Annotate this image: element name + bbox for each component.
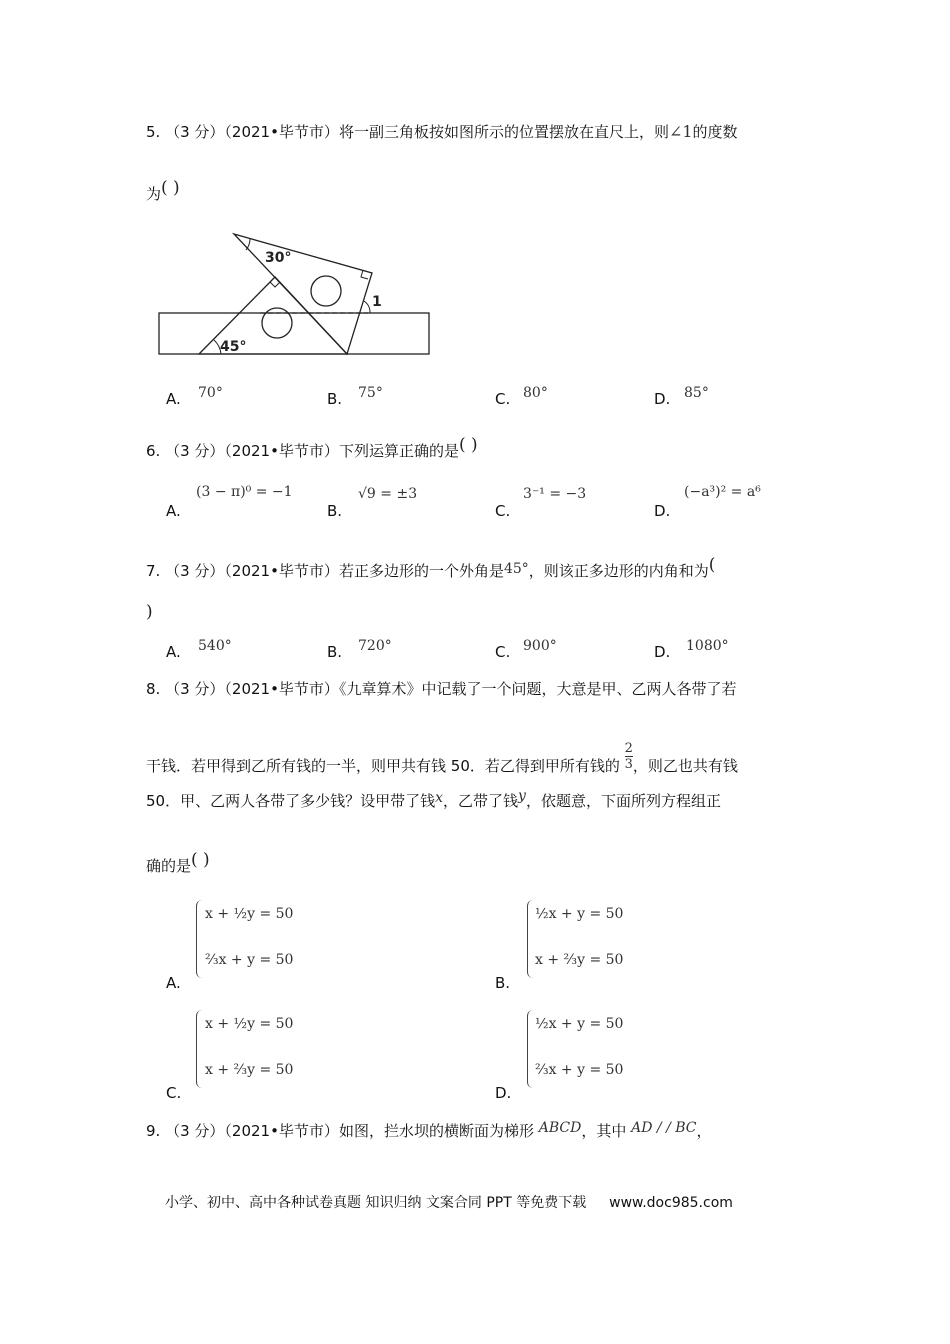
ruler-shape — [159, 313, 429, 354]
q6-text: 下列运算正确的是 — [338, 442, 459, 460]
q5-option-a-value: 70° — [198, 385, 223, 401]
q8-option-c-brace — [196, 1010, 205, 1088]
q6-answer-paren: ( ) — [458, 435, 478, 455]
q7-option-c[interactable]: C. — [495, 643, 511, 661]
q7-option-b-value: 720° — [358, 638, 392, 654]
q5-option-c-value: 80° — [523, 385, 548, 401]
q8-option-b-eq2: x + ⅔y = 50 — [535, 952, 624, 968]
q8-option-d-eq2: ⅔x + y = 50 — [535, 1062, 624, 1078]
q7-option-a[interactable]: A. — [166, 643, 181, 661]
q8-var-x: x — [435, 790, 443, 806]
q8-text-2a: 干钱．若甲得到乙所有钱的一半，则甲共有钱 50．若乙得到甲所有钱的 — [146, 757, 620, 775]
q8-stem-line3 — [146, 790, 721, 811]
q5-text-wei: 为 — [146, 185, 162, 203]
q6-score: （3 分） — [165, 442, 225, 460]
q5-option-b[interactable]: B. — [327, 390, 343, 408]
q8-source: （2021•毕节市） — [224, 680, 339, 698]
triangle-30-shape — [234, 234, 372, 354]
q6-stem — [146, 435, 478, 461]
q7-paren-close: ) — [146, 602, 153, 622]
q6-option-a[interactable]: A. — [166, 502, 181, 520]
q6-option-d[interactable]: D. — [654, 502, 671, 520]
q6-option-d-value: (−a³)² = a⁶ — [684, 484, 761, 500]
label-30-deg: 30° — [265, 250, 292, 266]
q8-text-3c: ，依题意，下面所列方程组正 — [525, 792, 721, 810]
q6-option-b-value: √9 = ±3 — [358, 486, 418, 502]
q8-answer-paren: ( ) — [191, 850, 210, 870]
q9-text-2: ，其中 — [581, 1122, 627, 1140]
label-angle-1: 1 — [372, 294, 382, 310]
q7-stem-line1 — [146, 555, 716, 581]
footer-link[interactable]: www.doc985.com — [609, 1195, 733, 1211]
q5-score: （3 分） — [165, 123, 225, 141]
angle-arc-1 — [364, 301, 370, 313]
q7-option-c-value: 900° — [523, 638, 557, 654]
q8-option-b-eq1: ½x + y = 50 — [535, 906, 624, 922]
q6-option-a-value: (3 − π)⁰ = −1 — [196, 484, 293, 500]
q8-text-3a: 50．甲、乙两人各带了多少钱？设甲带了钱 — [146, 792, 436, 810]
q9-source: （2021•毕节市） — [224, 1122, 339, 1140]
q5-number: 5. — [146, 123, 161, 141]
hole-circle-1 — [311, 276, 341, 306]
q5-option-a[interactable]: A. — [166, 390, 181, 408]
q5-option-d-value: 85° — [684, 385, 709, 401]
q9-parallel: AD / / BC — [631, 1120, 697, 1136]
label-45-deg: 45° — [220, 339, 247, 355]
q8-option-a-eq1: x + ½y = 50 — [205, 906, 294, 922]
q8-option-c-eq2: x + ⅔y = 50 — [205, 1062, 294, 1078]
q8-stem-line4 — [146, 850, 210, 876]
q7-score: （3 分） — [165, 562, 225, 580]
q7-source: （2021•毕节市） — [224, 562, 339, 580]
q8-score: （3 分） — [165, 680, 225, 698]
q8-frac-den: 3 — [624, 757, 633, 772]
q5-option-b-value: 75° — [358, 385, 383, 401]
footer-text: 小学、初中、高中各种试卷真题 知识归纳 文案合同 PPT 等免费下载 — [165, 1195, 587, 1211]
q5-source: （2021•毕节市） — [224, 123, 339, 141]
q5-answer-paren: ( ) — [161, 178, 180, 198]
q7-text-end: ，则该正多边形的内角和为 — [528, 562, 709, 580]
q7-option-a-value: 540° — [198, 638, 232, 654]
q7-paren-open: ( — [708, 555, 716, 575]
q5-text: 将一副三角板按如图所示的位置摆放在直尺上，则 — [338, 123, 669, 141]
q8-option-b[interactable]: B. — [495, 974, 511, 992]
q8-stem-line2 — [146, 741, 738, 781]
q8-option-c-eq1: x + ½y = 50 — [205, 1016, 294, 1032]
q5-angle: ∠1 — [668, 122, 693, 141]
q6-option-c-value: 3⁻¹ = −3 — [523, 486, 587, 502]
q8-stem-line1 — [146, 678, 736, 699]
q8-number: 8. — [146, 680, 161, 698]
q6-source: （2021•毕节市） — [224, 442, 339, 460]
q7-option-d[interactable]: D. — [654, 643, 671, 661]
q7-text: 若正多边形的一个外角是 — [338, 562, 504, 580]
q8-text-1: 《九章算术》中记载了一个问题，大意是甲、乙两人各带了若 — [338, 680, 737, 698]
q8-text-4: 确的是 — [146, 857, 192, 875]
q8-text-2b: ，则乙也共有钱 — [632, 757, 738, 775]
q7-number: 7. — [146, 562, 161, 580]
q8-option-a-brace — [196, 900, 205, 978]
q8-var-y: y — [518, 788, 526, 804]
q8-text-3b: ，乙带了钱 — [443, 792, 519, 810]
q5-text-end: 的度数 — [692, 123, 738, 141]
q5-option-d[interactable]: D. — [654, 390, 671, 408]
q8-option-c[interactable]: C. — [166, 1084, 182, 1102]
q8-fraction — [625, 742, 633, 771]
q8-option-a[interactable]: A. — [166, 974, 181, 992]
right-angle-mark-2 — [270, 282, 280, 287]
q8-frac-num: 2 — [624, 741, 633, 756]
q9-number: 9. — [146, 1122, 161, 1140]
q7-angle: 45° — [503, 561, 529, 577]
q9-score: （3 分） — [165, 1122, 225, 1140]
footer — [165, 1192, 733, 1212]
q8-option-d[interactable]: D. — [495, 1084, 512, 1102]
q9-stem — [146, 1120, 712, 1141]
q6-number: 6. — [146, 442, 161, 460]
q5-stem-line1 — [146, 121, 738, 142]
q9-text: 如图，拦水坝的横断面为梯形 — [338, 1122, 534, 1140]
q5-figure — [150, 225, 440, 365]
q6-option-c[interactable]: C. — [495, 502, 511, 520]
q6-option-b[interactable]: B. — [327, 502, 343, 520]
q8-option-d-eq1: ½x + y = 50 — [535, 1016, 624, 1032]
q9-text-3: ， — [696, 1122, 712, 1140]
q9-shape: ABCD — [538, 1120, 582, 1136]
q8-option-a-eq2: ⅔x + y = 50 — [205, 952, 294, 968]
q5-option-c[interactable]: C. — [495, 390, 511, 408]
q7-option-b[interactable]: B. — [327, 643, 343, 661]
q5-stem-line2 — [146, 178, 180, 204]
q7-option-d-value: 1080° — [686, 638, 729, 654]
